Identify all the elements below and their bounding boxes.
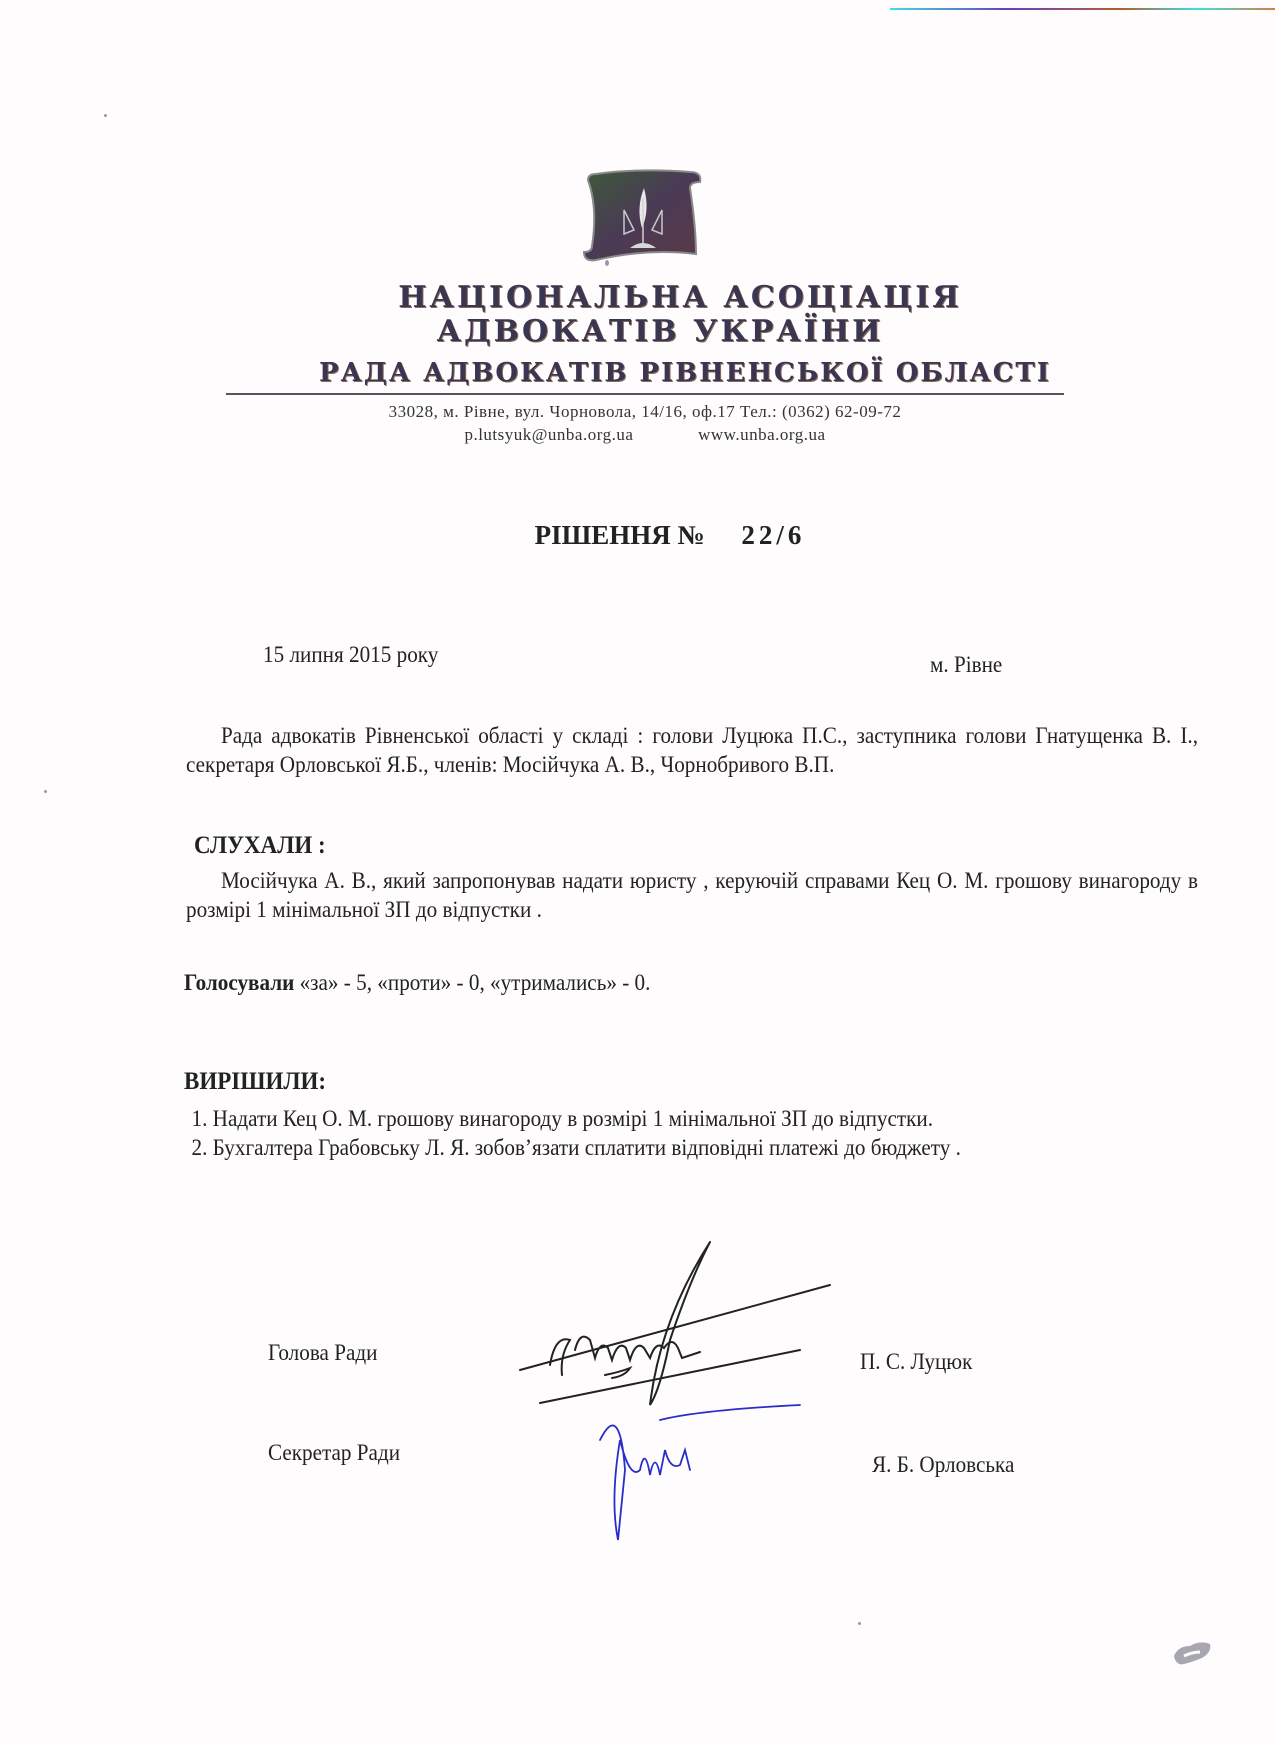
scan-edge-line — [890, 8, 1275, 10]
intro-paragraph: Рада адвокатів Рівненської області у складі : голови Луцюка П.С., заступника голови Гнатущенка В. І., секретаря Орловської Я.Б., членів: Мосійчука А. В., Чорнобривого В.П. — [186, 723, 1199, 777]
vote-results: «за» - 5, «проти» - 0, «утримались» - 0. — [299, 970, 651, 995]
scroll-quill-trident-icon — [578, 168, 708, 266]
address: 33028, м. Рівне, вул. Чорновола, 14/16, оф.17 Тел.: (0362) 62-09-72 — [388, 402, 902, 421]
signatures-ink — [500, 1240, 960, 1550]
title-label: РІШЕННЯ № — [534, 520, 705, 550]
chairman-signature — [520, 1242, 830, 1405]
signatory-name: П. С. Луцюк — [860, 1349, 973, 1374]
secretary-signature — [600, 1405, 800, 1540]
email-link[interactable]: p.lutsyuk@unba.org.ua — [464, 425, 634, 444]
document-city: м. Рівне — [930, 652, 1003, 677]
org-name-line3: РАДА АДВОКАТІВ РІВНЕНСЬКОЇ ОБЛАСТІ — [319, 358, 1051, 388]
letterhead-divider — [226, 393, 1064, 395]
scan-speck — [44, 790, 47, 793]
vote-line — [184, 970, 650, 996]
signatory-name: Я. Б. Орловська — [872, 1452, 1015, 1477]
heard-paragraph: Мосійчука А. В., який запропонував надати юристу , керуючій справами Кец О. М. грошову винагороду в розмірі 1 мінімальної ЗП до відпустки . — [186, 868, 1199, 922]
decision-item: 2. Бухгалтера Грабовську Л. Я. зобов’язати сплатити відповідні платежі до бюджету . — [191, 1135, 961, 1160]
decided-heading: ВИРІШИЛИ: — [184, 1068, 327, 1095]
vote-label: Голосували — [184, 970, 295, 995]
contacts — [226, 425, 1064, 445]
decision-number: 22/6 — [741, 520, 806, 550]
decisions-list — [186, 1104, 1198, 1162]
decision-item: 1. Надати Кец О. М. грошову винагороду в розмірі 1 мінімальної ЗП до відпустки. — [191, 1106, 934, 1131]
signatory-role: Голова Ради — [268, 1340, 378, 1365]
scan-speck — [104, 114, 107, 117]
scan-speck — [858, 1622, 861, 1625]
ink-smudge — [1170, 1638, 1214, 1668]
document-date: 15 липня 2015 року — [263, 642, 439, 667]
website-link[interactable]: www.unba.org.ua — [698, 425, 826, 444]
signatory-role: Секретар Ради — [268, 1440, 401, 1465]
org-name-line2: АДВОКАТІВ УКРАЇНИ — [436, 314, 884, 349]
document-title — [0, 520, 1275, 551]
org-name-line1: НАЦІОНАЛЬНА АСОЦІАЦІЯ — [398, 280, 962, 315]
heard-heading: СЛУХАЛИ : — [194, 832, 326, 859]
scan-speck — [605, 260, 609, 266]
